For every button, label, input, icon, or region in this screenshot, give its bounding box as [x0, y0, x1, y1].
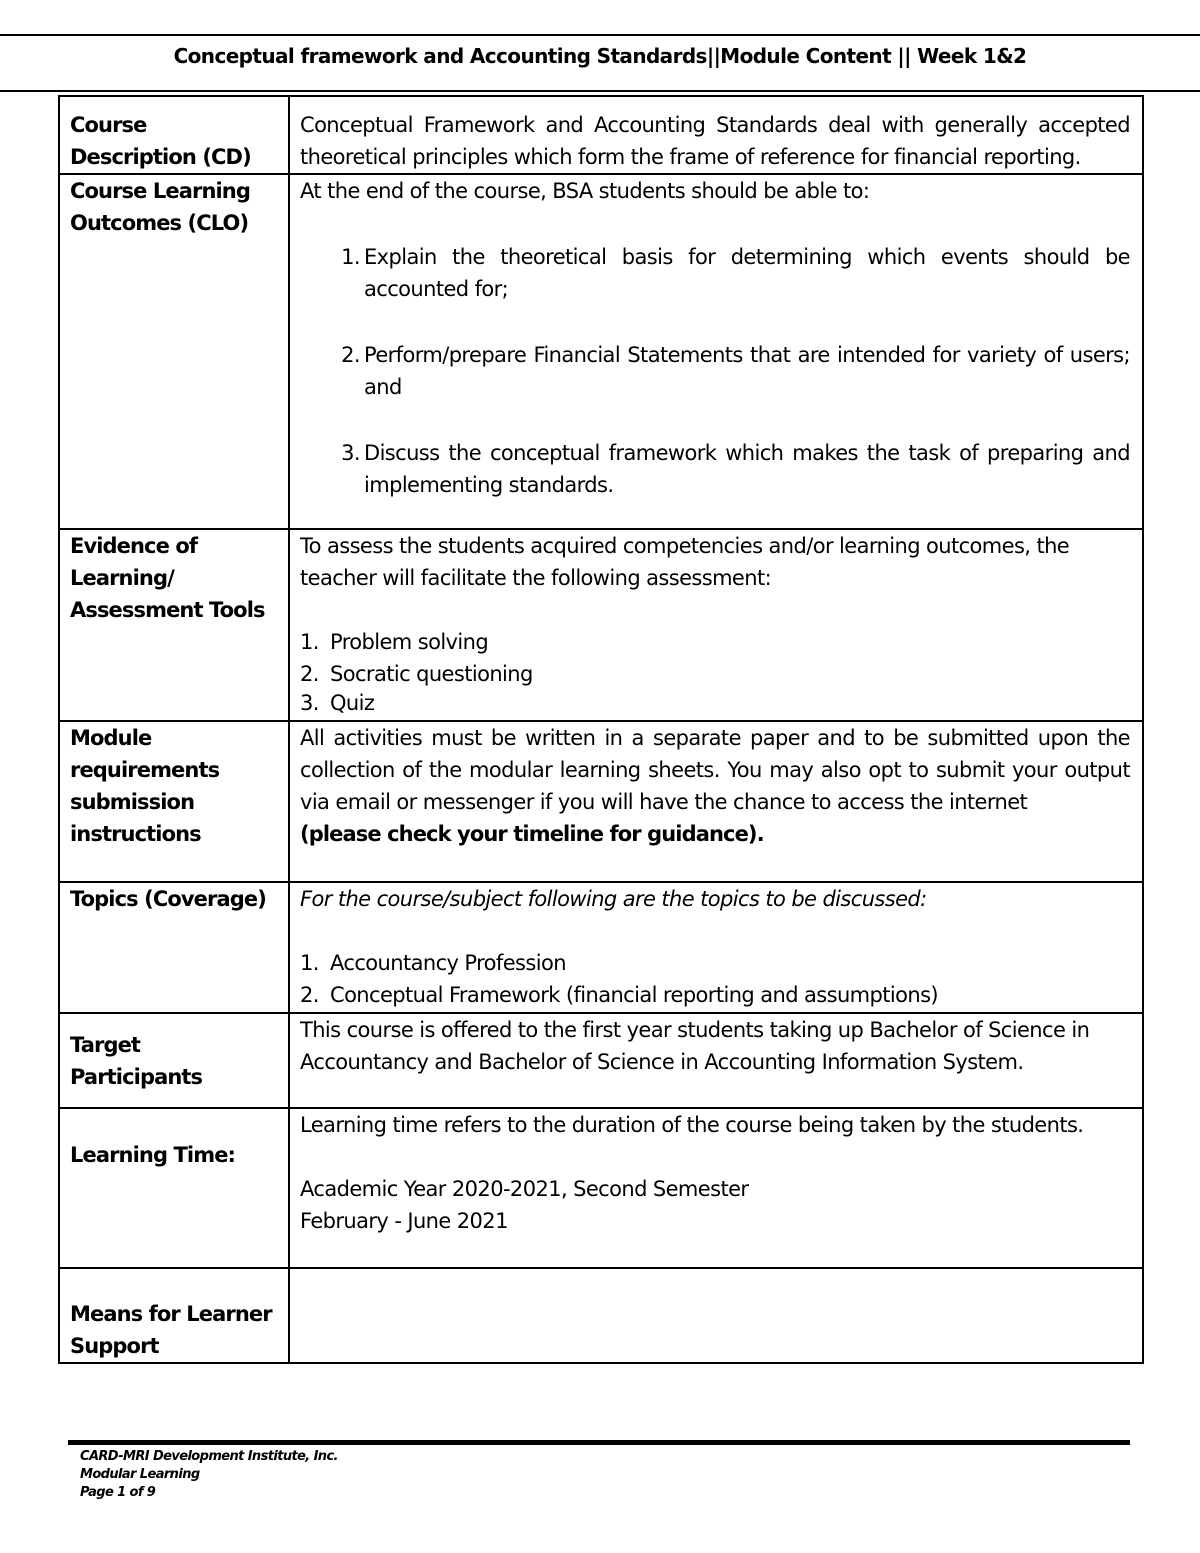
learning-time-label: Learning Time: [59, 1108, 289, 1268]
header-top-rule [0, 34, 1200, 36]
evidence-list [300, 626, 1130, 716]
module-requirements-cell [289, 721, 1143, 882]
clo-item-number: 1. [341, 245, 360, 269]
row-course-description [59, 96, 1143, 174]
topics-intro: For the course/subject following are the topics to be discussed: [300, 887, 927, 911]
clo-item-text: Perform/prepare Financial Statements that are intended for variety of users; and [364, 343, 1130, 399]
academic-year: Academic Year 2020-2021, Second Semester [300, 1177, 749, 1201]
course-description-label: Course Description (CD) [59, 96, 289, 174]
evidence-item [300, 690, 1130, 716]
evidence-item [300, 626, 1130, 658]
course-description-text: Conceptual Framework and Accounting Standards deal with generally accepted theoretical principles which form the frame of reference for financial reporting. [289, 96, 1143, 174]
clo-item-text: Discuss the conceptual framework which makes the task of preparing and implementing standards. [364, 441, 1130, 497]
topics-list [300, 947, 1130, 1011]
learning-time-definition: Learning time refers to the duration of the course being taken by the students. [300, 1113, 1084, 1137]
clo-item-number: 2. [341, 343, 360, 367]
evidence-item-text: Socratic questioning [330, 662, 533, 686]
evidence-item-text: Quiz [330, 691, 375, 715]
row-clo [59, 174, 1143, 529]
target-participants-text: This course is offered to the first year students taking up Bachelor of Science in Accountancy and Bachelor of Science in Accounting Information System. [289, 1013, 1143, 1108]
topics-cell [289, 882, 1143, 1013]
clo-item [300, 241, 1130, 305]
topic-item-text: Conceptual Framework (financial reporting and assumptions) [330, 983, 939, 1007]
clo-list [300, 241, 1130, 501]
evidence-item-number: 1. [300, 630, 319, 654]
header-bottom-rule [0, 90, 1200, 92]
topic-item-number: 2. [300, 983, 319, 1007]
footer [80, 1448, 338, 1502]
clo-item-text: Explain the theoretical basis for determining which events should be accounted for; [364, 245, 1130, 301]
footer-rule [68, 1440, 1130, 1445]
page-title: Conceptual framework and Accounting Standards||Module Content || Week 1&2 [173, 44, 1027, 68]
evidence-cell [289, 529, 1143, 721]
learner-support-text [289, 1268, 1143, 1363]
row-learning-time [59, 1108, 1143, 1268]
topic-item-text: Accountancy Profession [330, 951, 566, 975]
footer-module-type: Modular Learning [80, 1467, 200, 1482]
learner-support-label: Means for Learner Support [59, 1268, 289, 1363]
row-target-participants [59, 1013, 1143, 1108]
clo-label: Course Learning Outcomes (CLO) [59, 174, 289, 529]
evidence-item [300, 658, 1130, 690]
row-topics [59, 882, 1143, 1013]
evidence-item-number: 2. [300, 662, 319, 686]
date-range: February - June 2021 [300, 1209, 508, 1233]
clo-item [300, 437, 1130, 501]
evidence-item-number: 3. [300, 691, 319, 715]
footer-organization: CARD-MRI Development Institute, Inc. [80, 1449, 338, 1464]
topic-item [300, 947, 1130, 979]
footer-page-number: Page 1 of 9 [80, 1485, 156, 1500]
evidence-item-text: Problem solving [330, 630, 489, 654]
clo-item-number: 3. [341, 441, 360, 465]
course-info-table [58, 95, 1144, 1364]
clo-item [300, 339, 1130, 403]
module-requirements-note: (please check your timeline for guidance). [300, 822, 764, 846]
topics-label: Topics (Coverage) [59, 882, 289, 1013]
row-module-requirements [59, 721, 1143, 882]
module-requirements-label: Module requirements submission instructions [59, 721, 289, 882]
clo-intro: At the end of the course, BSA students should be able to: [300, 179, 870, 203]
clo-cell [289, 174, 1143, 529]
row-learner-support [59, 1268, 1143, 1363]
topic-item-number: 1. [300, 951, 319, 975]
topic-item [300, 979, 1130, 1011]
target-participants-label: Target Participants [59, 1013, 289, 1108]
evidence-label: Evidence of Learning/ Assessment Tools [59, 529, 289, 721]
learning-time-cell [289, 1108, 1143, 1268]
module-requirements-text: All activities must be written in a separate paper and to be submitted upon the collection of the modular learning sheets. You may also opt to submit your output via email or messenger if you will have the chance to access the internet [300, 726, 1130, 814]
row-evidence [59, 529, 1143, 721]
evidence-intro: To assess the students acquired competencies and/or learning outcomes, the teacher will facilitate the following assessment: [300, 534, 1070, 590]
